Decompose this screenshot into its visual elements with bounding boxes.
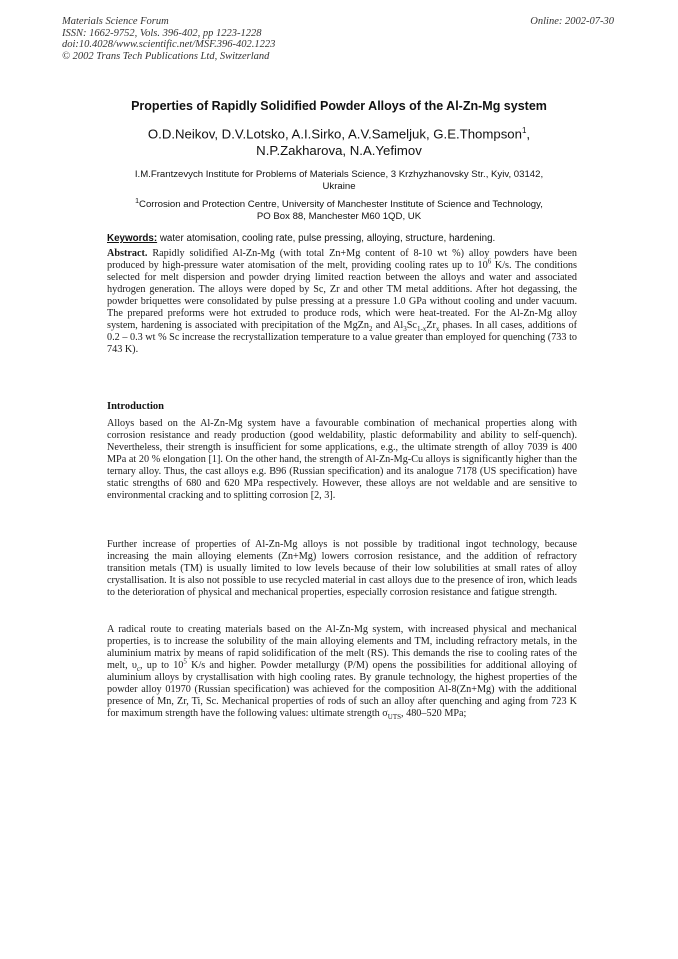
abstract-sup-1: 6 <box>487 257 492 266</box>
author-affiliation-mark: 1 <box>521 126 527 135</box>
abstract-text-4: Sc <box>406 320 417 332</box>
affiliation-2-line-1: Corrosion and Protection Centre, University of Manchester Institute of Science and Technology, <box>139 199 543 211</box>
keywords <box>107 233 495 244</box>
keywords-label: Keywords: <box>107 233 158 244</box>
journal-name: Materials Science Forum <box>62 16 169 27</box>
abstract-text-6: phases. In all cases, additions of 0.2 – 0.3 wt % Sc increase the recrystallization temperature to a value greater than employed for quenching (733 to 743 K). <box>107 320 577 356</box>
abstract-text-2: K/s. The conditions selected for melt dispersion and powder drying limited reaction between the alloys and water and associated hydrogen generation. The alloys were doped by Sc, Zr and other TM metal additions. After hot degassing, the powder briquettes were consolidated by pulse pressing at a pressure 1.0 GPa without cooling and under vacuum. The prepared preforms were hot extruded to produce rods, which were heat-treated. For the Al-Zn-Mg alloy system, hardening is associated with precipitation of the MgZn <box>107 260 577 332</box>
abstract-sub-3: 1-x <box>416 325 427 334</box>
journal-doi: doi:10.4028/www.scientific.net/MSF.396-402.1223 <box>62 39 276 50</box>
authors-line-1: O.D.Neikov, D.V.Lotsko, A.I.Sirko, A.V.Sameljuk, G.E.Thompson <box>147 126 522 142</box>
affiliation-1-line-1: I.M.Frantzevych Institute for Problems of Materials Science, 3 Krzhyzhanovsky Str., Kyiv, 03142, <box>134 169 544 180</box>
authors-line-1-end: , <box>526 126 531 142</box>
intro-paragraph-3-text-a: A radical route to creating materials based on the Al-Zn-Mg system, with increased physical and mechanical properties, is to increase the solubility of the main alloying elements and TM, including refractory metals, in the aluminium matrix by means of rapid solidification of the melt (RS). This demands the rise to cooling rates of the melt, υ <box>107 624 577 672</box>
intro-paragraph-3-text-c: K/s and higher. Powder metallurgy (P/M) opens the possibilities for additional alloying of aluminium alloys by crystallisation with high cooling rates. By granule technology, the highest properties of the powder alloy 01970 (Russian specification) was achieved for the composition Al-8(Zn+Mg) with the additional presence of Mn, Zr, Ti, Sc. Mechanical properties of rods of such an alloy after quenching and aging from 723 K for maximum strength have the following values: ultimate strength σ <box>107 660 577 720</box>
affiliation-1 <box>0 169 678 193</box>
intro-paragraph-3-sub: c <box>136 665 140 674</box>
abstract-text-3: and Al <box>372 320 404 332</box>
intro-paragraph-1-text: Alloys based on the Al-Zn-Mg system have a favourable combination of mechanical properties along with corrosion resistance and ready production (good weldability, plastic deformability and ability to self-quench). Nevertheless, their strength is insufficient for some applications, e.g., the ultimate strength of alloy 7039 is 400 MPa at 20 % elongation [1]. On the other hand, the strength of Al-Zn-Mg-Cu alloys is significantly higher than the ternary alloy. Thus, the cast alloys e.g. B96 (Russian specification) and its analogue 7178 (US specification) have static strengths of 680 and 620 MPa respectively. However, these alloys are not weldable and are sensitive to environmental cracking and to splitting corrosion [2, 3]. <box>107 418 577 502</box>
intro-paragraph-3-sup: 5 <box>183 657 187 666</box>
journal-header <box>62 16 275 62</box>
keywords-text: water atomisation, cooling rate, pulse pressing, alloying, structure, hardening. <box>157 233 496 244</box>
intro-paragraph-2-text: Further increase of properties of Al-Zn-Mg alloys is not possible by traditional ingot technology, because increasing the main alloying elements (Zn+Mg) lowers corrosion resistance, and the addition of refractory transition metals (TM) is usually limited to low levels because of their low solubilities at small rates of alloy crystallisation. It is also not possible to use recycled material in cast alloys due to the presence of iron, which leads to the deterioration of physical and mechanical properties, especially corrosion resistance and fatigue strength. <box>107 539 577 599</box>
abstract <box>107 248 577 356</box>
authors-line-2: N.P.Zakharova, N.A.Yefimov <box>256 143 422 159</box>
journal-issn: ISSN: 1662-9752, Vols. 396-402, pp 1223-1228 <box>62 27 262 39</box>
affiliation-2-mark: 1 <box>135 198 140 205</box>
paper-title: Properties of Rapidly Solidified Powder Alloys of the Al-Zn-Mg system <box>131 99 547 113</box>
intro-paragraph-3-sub-2: UTS <box>387 713 402 722</box>
intro-paragraph-3-text-b: , up to 10 <box>140 660 184 672</box>
intro-paragraph-3 <box>107 624 577 720</box>
abstract-sub-4: x <box>435 325 440 334</box>
section-heading-introduction: Introduction <box>107 401 164 412</box>
online-date: Online: 2002-07-30 <box>530 16 614 27</box>
author-list <box>0 122 678 159</box>
abstract-sub-2: 3 <box>403 325 407 334</box>
affiliation-1-line-2: Ukraine <box>322 181 356 192</box>
abstract-label: Abstract. <box>107 248 148 259</box>
intro-paragraph-3-text-d: , 480–520 MPa; <box>401 708 467 720</box>
abstract-text-5: Zr <box>426 320 436 332</box>
affiliation-2-line-2: PO Box 88, Manchester M60 1QD, UK <box>256 211 422 223</box>
affiliation-2 <box>0 196 678 223</box>
intro-paragraph-2 <box>107 539 577 599</box>
journal-copyright: © 2002 Trans Tech Publications Ltd, Switzerland <box>62 50 270 62</box>
abstract-sub-1: 2 <box>368 325 373 334</box>
abstract-text-1: Rapidly solidified Al-Zn-Mg (with total Zn+Mg content of 8-10 wt %) alloy powders have been produced by high-pressure water atomisation of the melt, providing cooling rates up to 10 <box>107 248 577 272</box>
intro-paragraph-1 <box>107 418 577 502</box>
